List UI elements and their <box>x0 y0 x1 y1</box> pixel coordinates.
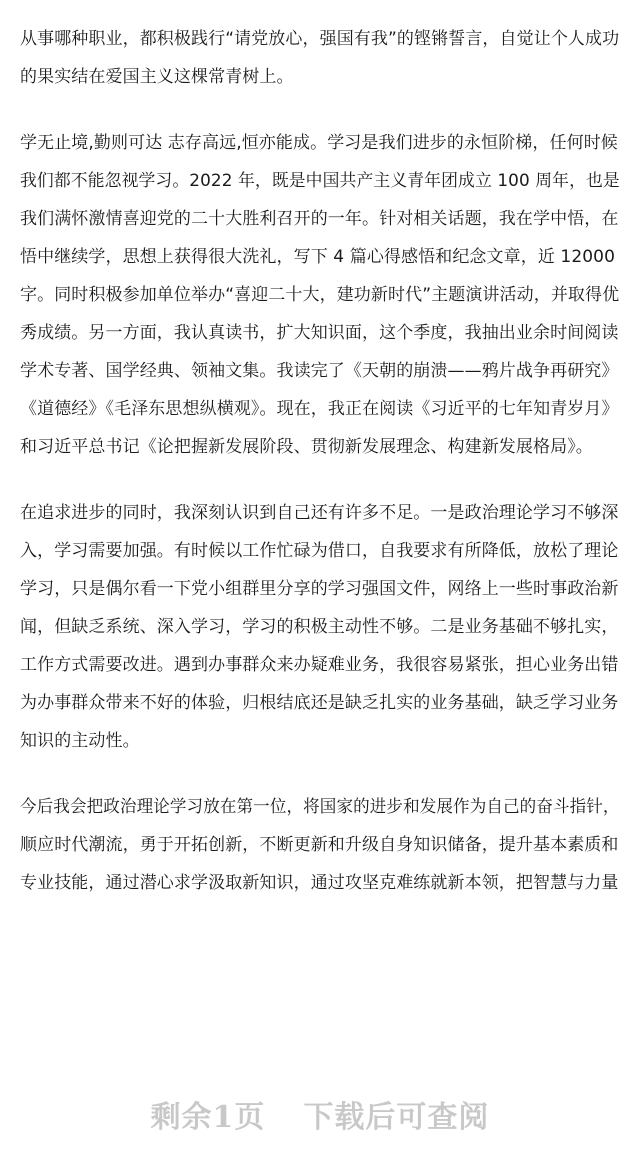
download-to-read-label[interactable]: 下载后可查阅 <box>303 1100 490 1135</box>
remaining-pages-label[interactable]: 剩余1页 <box>150 1100 266 1135</box>
text-line: 和习近平总书记《论把握新发展阶段、贯彻新发展理念、构建新发展格局》。 <box>20 437 593 457</box>
paragraph-2 <box>20 124 620 466</box>
text-line: 为办事群众带来不好的体验，归根结底还是缺乏扎实的业务基础，缺乏学习业务 <box>20 693 619 713</box>
text-line: 悟中继续学，思想上获得很大洗礼，写下 4 篇心得感悟和纪念文章，近 12000 <box>20 247 616 267</box>
paragraph-3 <box>20 494 620 760</box>
document-body <box>20 20 620 930</box>
text-line: 《道德经》《毛泽东思想纵横观》。现在，我正在阅读《习近平的七年知青岁月》 <box>20 399 619 419</box>
text-line: 入，学习需要加强。有时候以工作忙碌为借口，自我要求有所降低，放松了理论 <box>20 541 619 561</box>
text-line: 学无止境,勤则可达 志存高远,恒亦能成。学习是我们进步的永恒阶梯，任何时候 <box>20 133 618 153</box>
text-line: 工作方式需要改进。遇到办事群众来办疑难业务，我很容易紧张，担心业务出错 <box>20 655 619 675</box>
download-prompt-banner[interactable] <box>0 1086 640 1142</box>
text-line: 从事哪种职业，都积极践行“请党放心，强国有我”的铿锵誓言，自觉让个人成功 <box>20 29 620 49</box>
text-line: 字。同时积极参加单位举办“喜迎二十大，建功新时代”主题演讲活动，并取得优 <box>20 285 620 305</box>
text-line: 学术专著、国学经典、领袖文集。我读完了《天朝的崩溃——鸦片战争再研究》 <box>20 361 619 381</box>
paragraph-1 <box>20 20 620 96</box>
text-line: 我们都不能忽视学习。2022 年，既是中国共产主义青年团成立 100 周年，也是 <box>20 171 620 191</box>
text-line: 闻，但缺乏系统、深入学习，学习的积极主动性不够。二是业务基础不够扎实， <box>20 617 619 637</box>
text-line: 专业技能，通过潜心求学汲取新知识，通过攻坚克难练就新本领，把智慧与力量 <box>20 873 619 893</box>
text-line: 秀成绩。另一方面，我认真读书，扩大知识面，这个季度，我抽出业余时间阅读 <box>20 323 619 343</box>
text-line: 在追求进步的同时，我深刻认识到自己还有许多不足。一是政治理论学习不够深 <box>20 503 619 523</box>
paragraph-4 <box>20 788 620 902</box>
text-line: 今后我会把政治理论学习放在第一位，将国家的进步和发展作为自己的奋斗指针， <box>20 797 620 817</box>
text-line: 我们满怀激情喜迎党的二十大胜利召开的一年。针对相关话题，我在学中悟，在 <box>20 209 619 229</box>
text-line: 学习，只是偶尔看一下党小组群里分享的学习强国文件，网络上一些时事政治新 <box>20 579 619 599</box>
text-line: 顺应时代潮流，勇于开拓创新，不断更新和升级自身知识储备，提升基本素质和 <box>20 835 619 855</box>
text-line: 知识的主动性。 <box>20 731 140 751</box>
text-line: 的果实结在爱国主义这棵常青树上。 <box>20 67 294 87</box>
